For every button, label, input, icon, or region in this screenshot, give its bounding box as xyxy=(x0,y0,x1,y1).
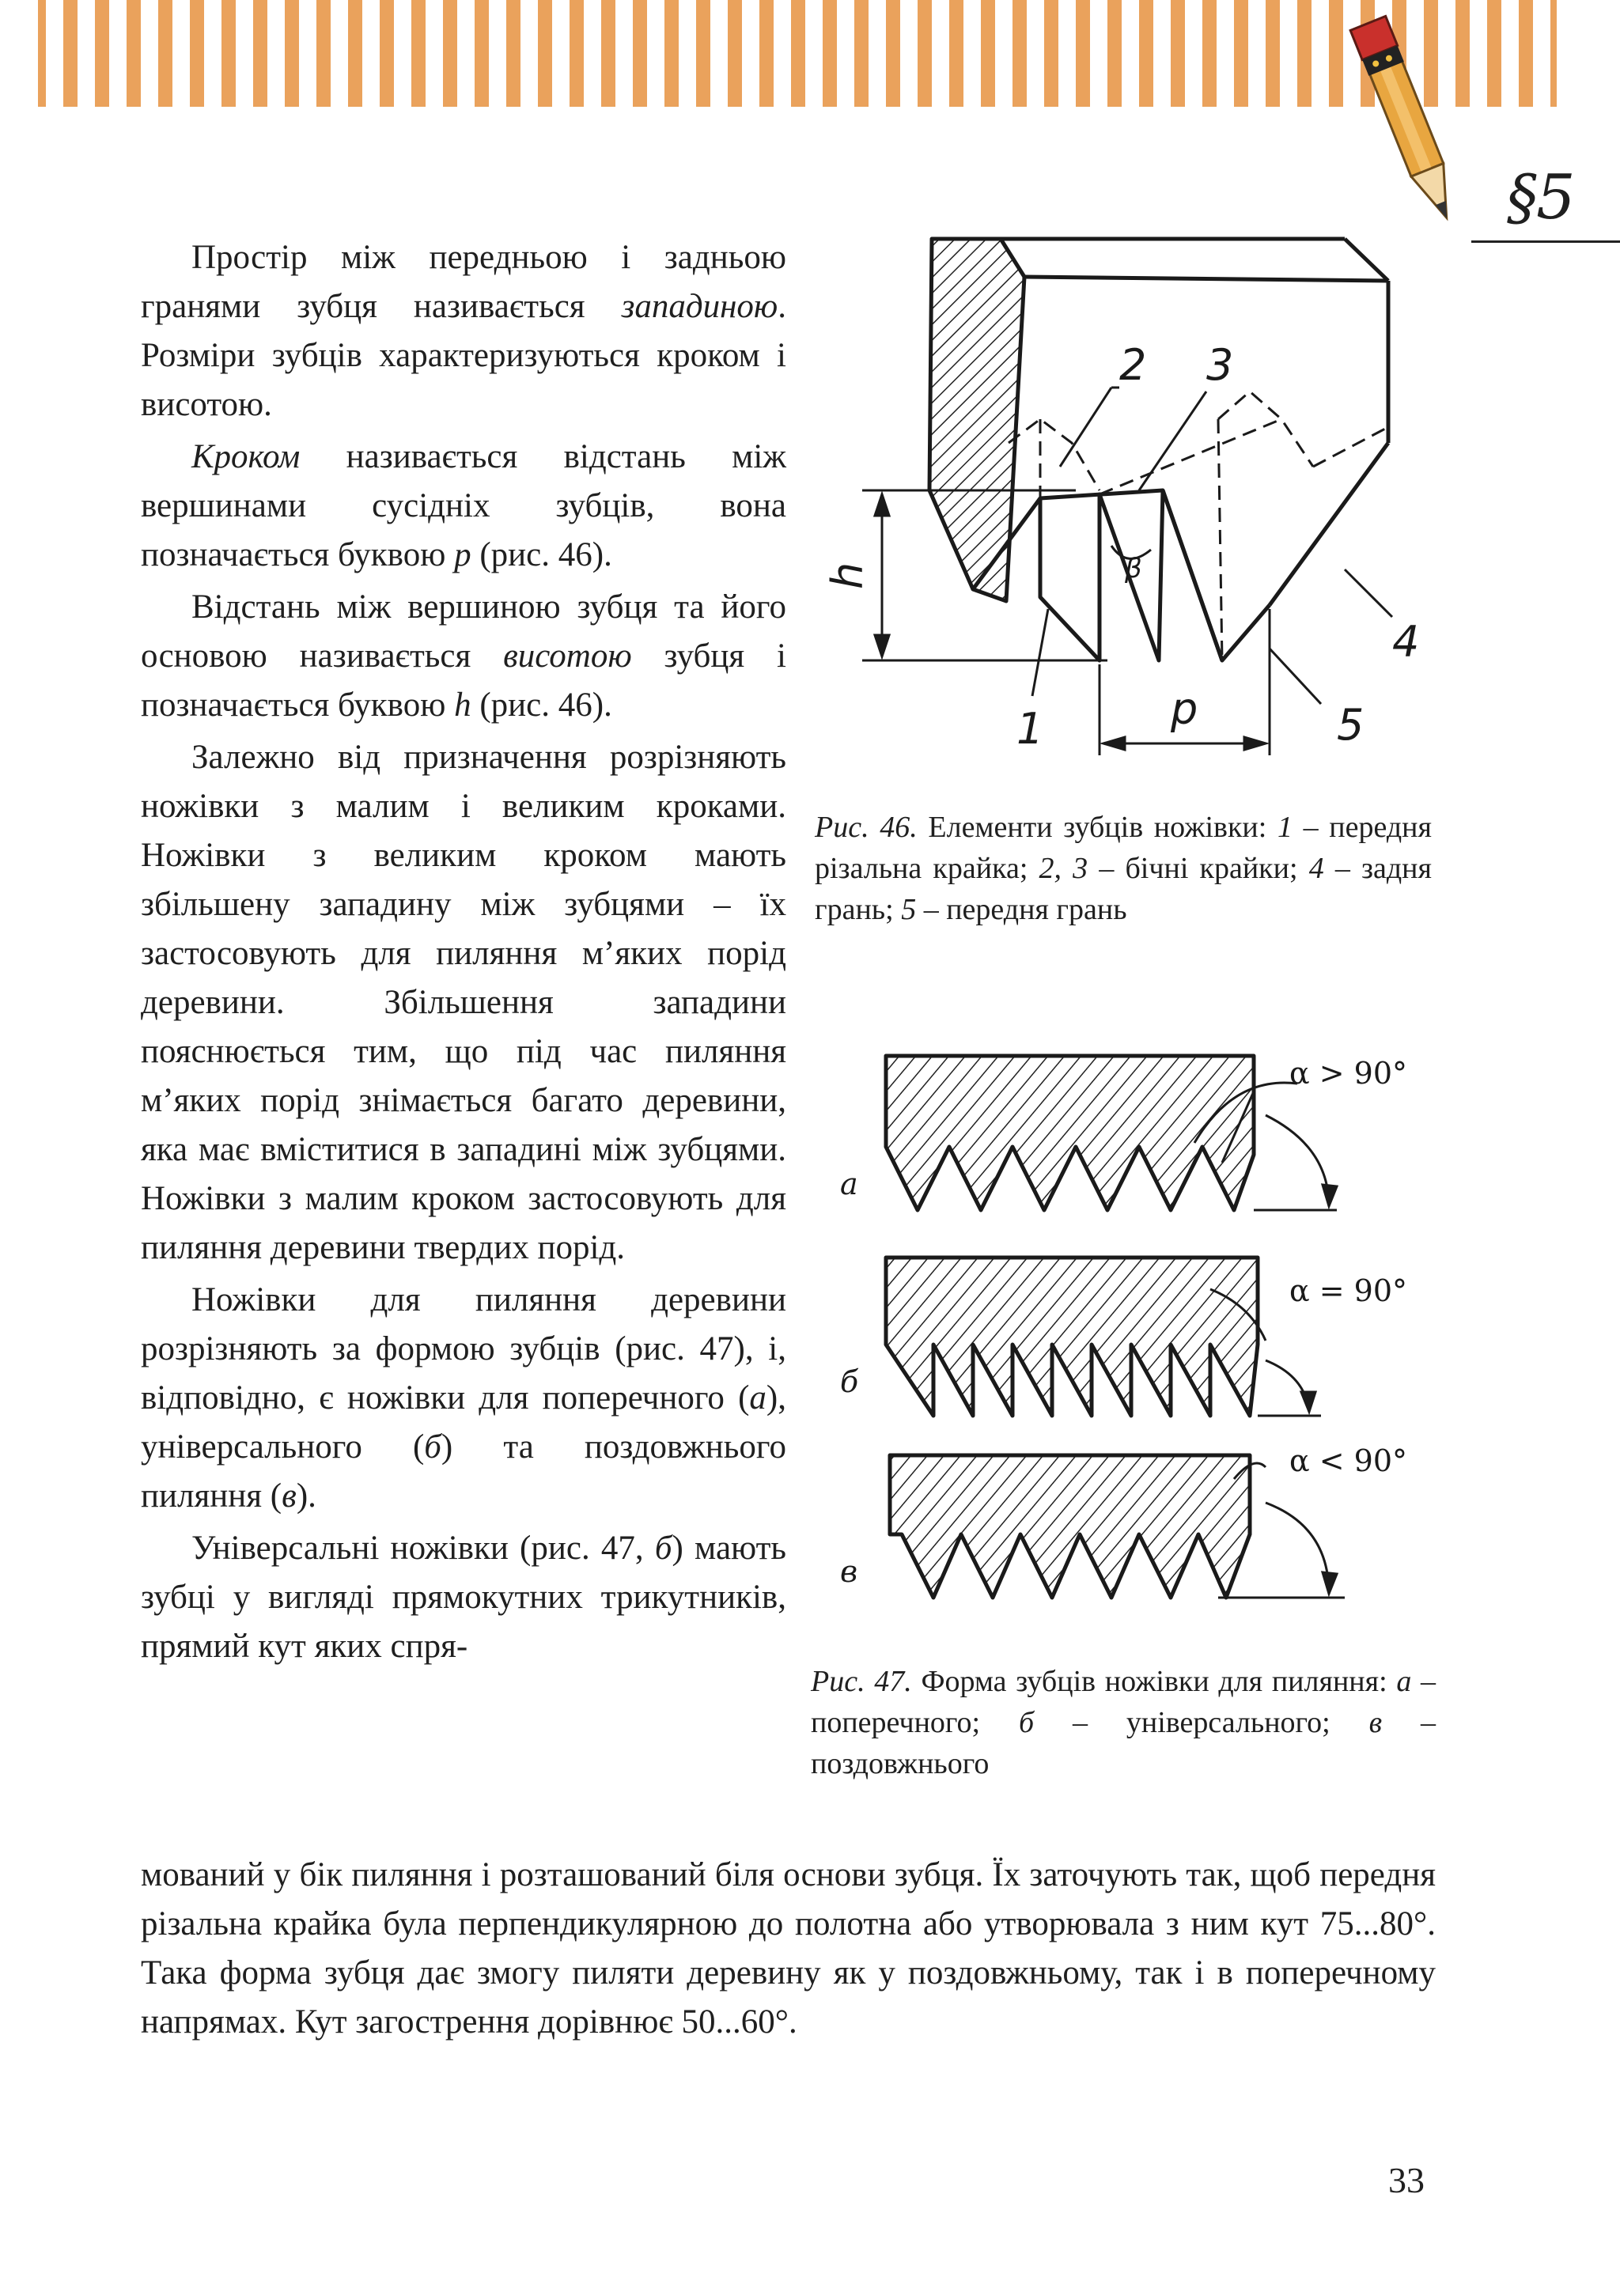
svg-text:4: 4 xyxy=(1392,617,1420,667)
paragraph-5: Ножівки для пиляння деревини розрізняють за формою зубців (рис. 47), і, відповідно, є ножівки для поперечного (а), універсального (б) та поздовжнього пиляння (в). xyxy=(141,1281,786,1515)
text-column-left xyxy=(141,233,786,1671)
svg-text:б: б xyxy=(840,1364,859,1399)
paragraph-7: мований у бік пиляння і розташований біля основи зубця. Їх заточують так, щоб передня різальна крайка була перпендикулярною до полотна або утворювала з ним кут 75...80°. Така форма зубця дає змогу пиляти деревину як у поздовжньому, так і в поперечному напрямах. Кут загострення дорівнює 50...60°. xyxy=(141,1856,1436,2041)
paragraph-1: Простір між передньою і задньою гранями зубця називається западиною. Розміри зубців характеризуються кроком і висотою. xyxy=(141,239,786,423)
svg-text:α < 90°: α < 90° xyxy=(1289,1443,1408,1478)
figure-46-tooth-elements xyxy=(823,229,1440,775)
paragraph-2: Кроком називається відстань між вершинами сусідніх зубців, вона позначається буквою р (рис. 46). xyxy=(141,438,786,573)
header-stripes-edge-right xyxy=(1557,0,1620,107)
svg-text:в: в xyxy=(840,1554,858,1589)
section-number: §5 xyxy=(1507,162,1574,233)
svg-text:2: 2 xyxy=(1119,340,1147,390)
figure-47-tooth-shapes xyxy=(823,1028,1448,1629)
pencil-icon xyxy=(1337,8,1479,245)
figure-47-caption: Рис. 47. Форма зубців ножівки для пиляння: а – поперечного; б – універсального; в – поздовжнього xyxy=(811,1665,1436,1780)
svg-text:α = 90°: α = 90° xyxy=(1289,1273,1408,1308)
page-number: 33 xyxy=(1388,2160,1425,2200)
paragraph-4: Залежно від призначення розрізняють ножівки з малим і великим кроками. Ножівки з великим кроком мають збільшену западину між зубцями – їх застосовують для пиляння м’яких порід деревини. Збільшення западини пояснюється тим, що під час пиляння м’яких порід знімається багато деревини, яка має вміститися в западині між зубцями. Ножівки з малим кроком застосовують для пиляння деревини твердих порід. xyxy=(141,739,786,1266)
svg-text:5: 5 xyxy=(1337,700,1365,750)
figure-46-caption: Рис. 46. Елементи зубців ножівки: 1 – передня різальна крайка; 2, 3 – бічні крайки; 4 – задня грань; 5 – передня грань xyxy=(815,811,1433,926)
section-rule xyxy=(1471,240,1620,243)
svg-text:3: 3 xyxy=(1206,340,1234,390)
paragraph-6: Універсальні ножівки (рис. 47, б) мають зубці у вигляді прямокутних трикутників, прямий кут яких спря- xyxy=(141,1530,786,1665)
svg-text:α > 90°: α > 90° xyxy=(1289,1056,1408,1091)
svg-text:p: p xyxy=(1171,684,1198,734)
svg-text:h: h xyxy=(823,562,872,589)
text-full-width xyxy=(141,1851,1436,2047)
svg-text:1: 1 xyxy=(1016,704,1044,754)
svg-text:а: а xyxy=(840,1167,858,1201)
header-stripes-edge xyxy=(0,0,38,107)
svg-text:β: β xyxy=(1125,553,1142,584)
paragraph-3: Відстань між вершиною зубця та його основою називається висотою зубця і позначається буквою h (рис. 46). xyxy=(141,588,786,724)
